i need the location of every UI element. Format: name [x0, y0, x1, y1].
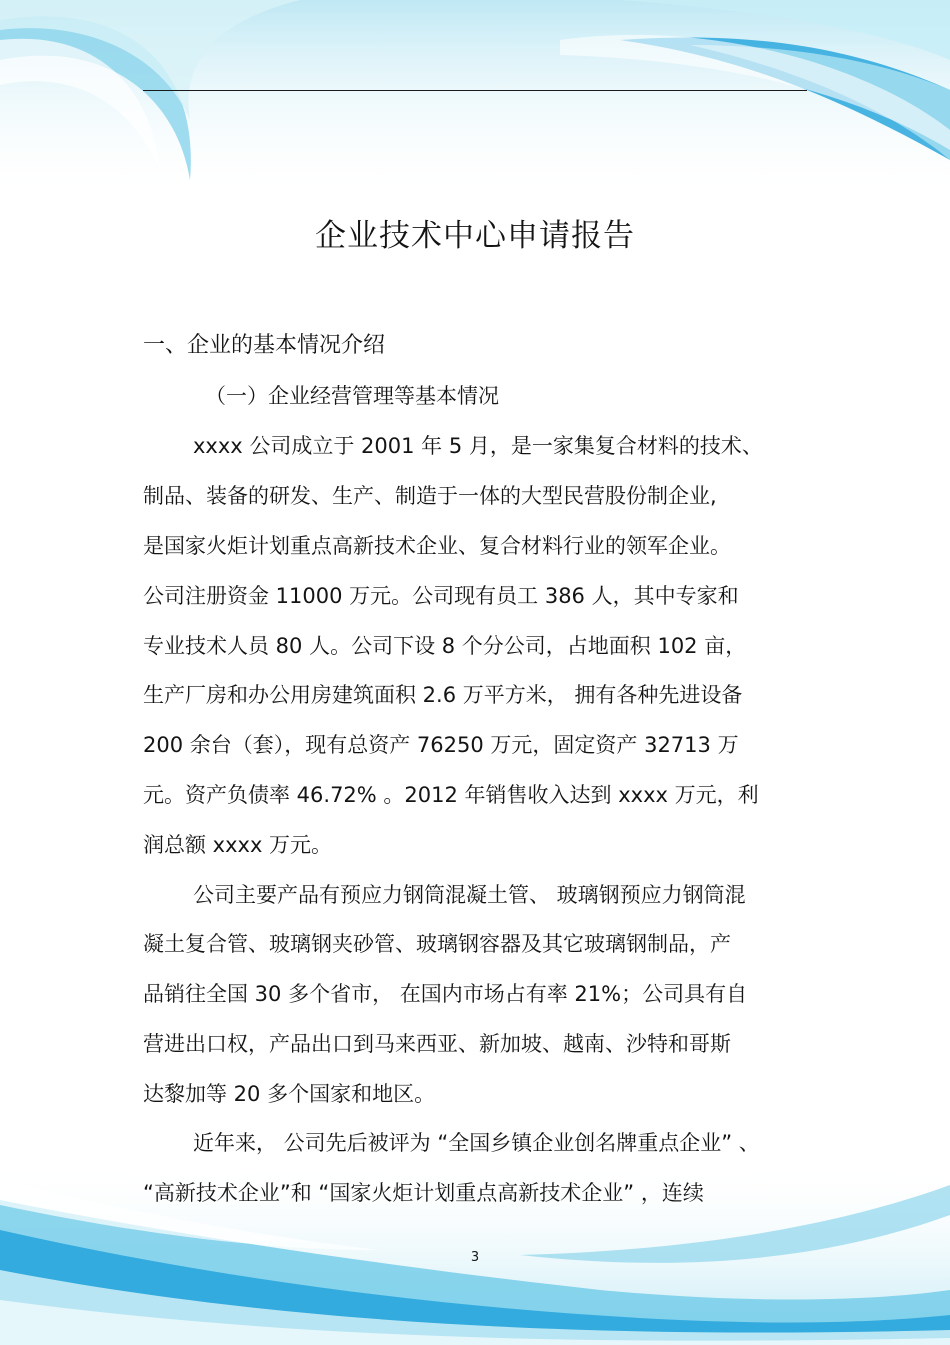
paragraph-line: 生产厂房和办公用房建筑面积 2.6 万平方米， 拥有各种先进设备	[143, 683, 743, 707]
paragraph-line: 近年来， 公司先后被评为 “全国乡镇企业创名牌重点企业” 、	[193, 1131, 760, 1155]
paragraph-line: 品销往全国 30 多个省市， 在国内市场占有率 21%；公司具有自	[143, 982, 748, 1006]
header-rule	[143, 90, 807, 91]
subsection-heading: （一）企业经营管理等基本情况	[205, 384, 499, 408]
paragraph-line: 营进出口权，产品出口到马来西亚、新加坡、越南、沙特和哥斯	[143, 1032, 731, 1056]
paragraph-line: 凝土复合管、玻璃钢夹砂管、玻璃钢容器及其它玻璃钢制品，产	[143, 932, 731, 956]
paragraph-line: 达黎加等 20 多个国家和地区。	[143, 1082, 436, 1106]
paragraph-line: 元。资产负债率 46.72% 。2012 年销售收入达到 xxxx 万元，利	[143, 783, 759, 807]
document-title: 企业技术中心申请报告	[315, 218, 635, 254]
section-heading: 一、企业的基本情况介绍	[143, 333, 386, 358]
paragraph-line: “高新技术企业”和 “国家火炬计划重点高新技术企业” ，连续	[143, 1181, 704, 1205]
paragraph-line: 制品、装备的研发、生产、制造于一体的大型民营股份制企业,	[143, 484, 717, 508]
paragraph-line: 专业技术人员 80 人。公司下设 8 个分公司，占地面积 102 亩，	[143, 634, 747, 658]
paragraph-line: 公司主要产品有预应力钢筒混凝土管、 玻璃钢预应力钢筒混	[193, 883, 746, 907]
paragraph-line: 润总额 xxxx 万元。	[143, 833, 333, 857]
paragraph-line: 公司注册资金 11000 万元。公司现有员工 386 人，其中专家和	[143, 584, 739, 608]
paragraph-line: 200 余台（套），现有总资产 76250 万元，固定资产 32713 万	[143, 733, 739, 757]
page-number: 3	[470, 1250, 480, 1265]
paragraph-line: xxxx 公司成立于 2001 年 5 月，是一家集复合材料的技术、	[193, 434, 763, 458]
paragraph-line: 是国家火炬计划重点高新技术企业、复合材料行业的领军企业。	[143, 534, 731, 558]
